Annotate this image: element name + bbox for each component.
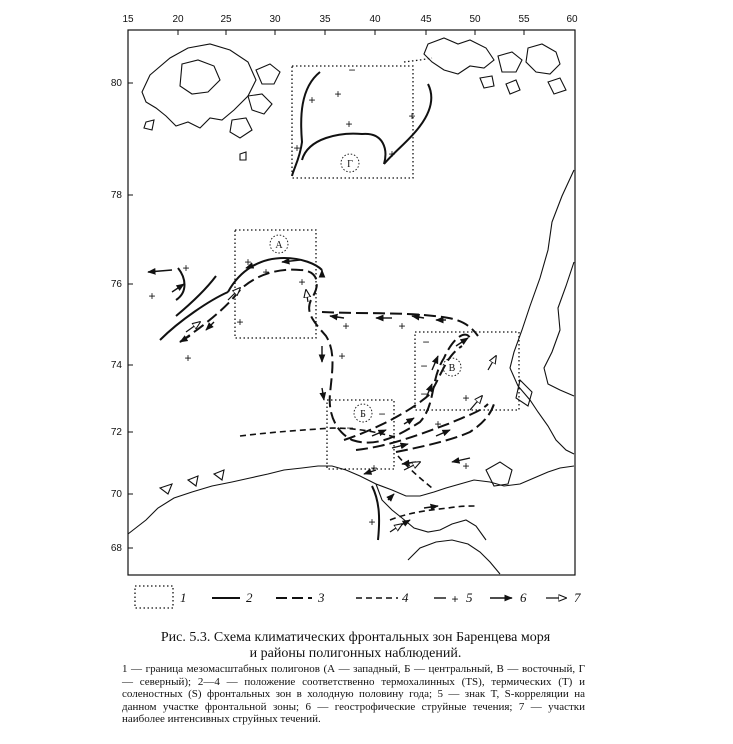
zone-label-A: А	[275, 240, 283, 251]
svg-text:+: +	[462, 459, 470, 473]
figure-caption	[118, 630, 593, 662]
legend-symbol-polygon	[135, 586, 173, 608]
svg-text:−: −	[420, 387, 428, 401]
svg-text:−: −	[420, 359, 428, 373]
figure-notes: 1 — граница мезомасштабных полигонов (А — западный, Б — центральный, В — восточный, Г — северный); 2—4 — положение соответственно термохалинных (TS), термических (T) и соленостных (S) фронтальных зон в холодную половину года; 5 — знак T, S-корреляции на данном участке фронтальной зоны; 6 — геострофические струйные течения; 7 — участки наиболее интенсивных струйных течений.	[122, 663, 585, 725]
polygon-boxes	[235, 58, 519, 469]
lat-tick: 74	[110, 360, 122, 371]
svg-text:+: +	[184, 351, 192, 365]
lon-tick: 35	[319, 14, 331, 25]
svg-text:+: +	[370, 461, 378, 475]
lat-tick: 70	[110, 489, 122, 500]
lat-tick: 80	[110, 78, 122, 89]
svg-text:+: +	[345, 117, 353, 131]
svg-text:+: +	[298, 275, 306, 289]
lon-tick: 20	[172, 14, 184, 25]
lon-tick: 30	[269, 14, 281, 25]
svg-text:+: +	[434, 417, 442, 431]
longitude-ticks	[122, 14, 578, 35]
zone-label-G: Г	[347, 159, 353, 170]
zone-label-B: Б	[360, 409, 366, 420]
legend-num: 1	[180, 590, 187, 605]
lat-tick: 76	[110, 279, 122, 290]
legend-num: 2	[246, 590, 253, 605]
svg-text:+: +	[388, 147, 396, 161]
svg-text:+: +	[451, 592, 459, 606]
caption-line-2: и районы полигонных наблюдений.	[249, 646, 462, 661]
novaya-zemlya-coast	[510, 170, 574, 454]
legend-num: 4	[402, 590, 409, 605]
lat-tick: 68	[110, 543, 122, 554]
svg-text:+: +	[338, 349, 346, 363]
lat-tick: 78	[110, 190, 122, 201]
t-fronts	[180, 270, 494, 452]
svg-text:+: +	[182, 261, 190, 275]
svg-text:+: +	[293, 141, 301, 155]
svg-text:+: +	[244, 255, 252, 269]
lat-tick: 72	[110, 427, 122, 438]
svg-text:−: −	[422, 335, 430, 349]
lon-tick: 45	[420, 14, 432, 25]
zone-label-V: В	[448, 363, 456, 374]
svg-text:+: +	[148, 289, 156, 303]
svg-text:+: +	[334, 87, 342, 101]
legend	[135, 586, 581, 608]
lon-tick: 50	[469, 14, 481, 25]
lon-tick: 60	[566, 14, 578, 25]
svg-text:+: +	[308, 93, 316, 107]
svalbard-coast	[142, 44, 256, 128]
lon-tick: 25	[220, 14, 232, 25]
lon-tick: 15	[122, 14, 134, 25]
franz-josef-land-coast	[424, 38, 494, 74]
legend-num: 7	[574, 590, 581, 605]
svg-text:+: +	[408, 109, 416, 123]
svg-text:+: +	[398, 319, 406, 333]
svg-text:+: +	[262, 265, 270, 279]
svg-text:+: +	[368, 515, 376, 529]
correlation-signs	[148, 63, 469, 529]
legend-num: 3	[318, 590, 325, 605]
intensive-jet-arrows	[186, 288, 496, 532]
svg-text:+: +	[342, 319, 350, 333]
caption-line-1: Рис. 5.3. Схема климатических фронтальных зон Баренцева моря	[160, 630, 551, 645]
svg-text:−: −	[378, 407, 386, 421]
latitude-ticks	[111, 78, 133, 554]
svg-text:−: −	[346, 421, 354, 435]
svg-text:+: +	[462, 391, 470, 405]
map-frame	[128, 30, 575, 575]
lon-tick: 55	[518, 14, 530, 25]
mainland-coast	[128, 466, 574, 534]
white-sea-coast	[408, 540, 500, 574]
legend-num: 5	[466, 590, 473, 605]
legend-num: 6	[520, 590, 527, 605]
svg-text:+: +	[236, 315, 244, 329]
lon-tick: 40	[369, 14, 381, 25]
svg-text:−: −	[348, 63, 356, 77]
